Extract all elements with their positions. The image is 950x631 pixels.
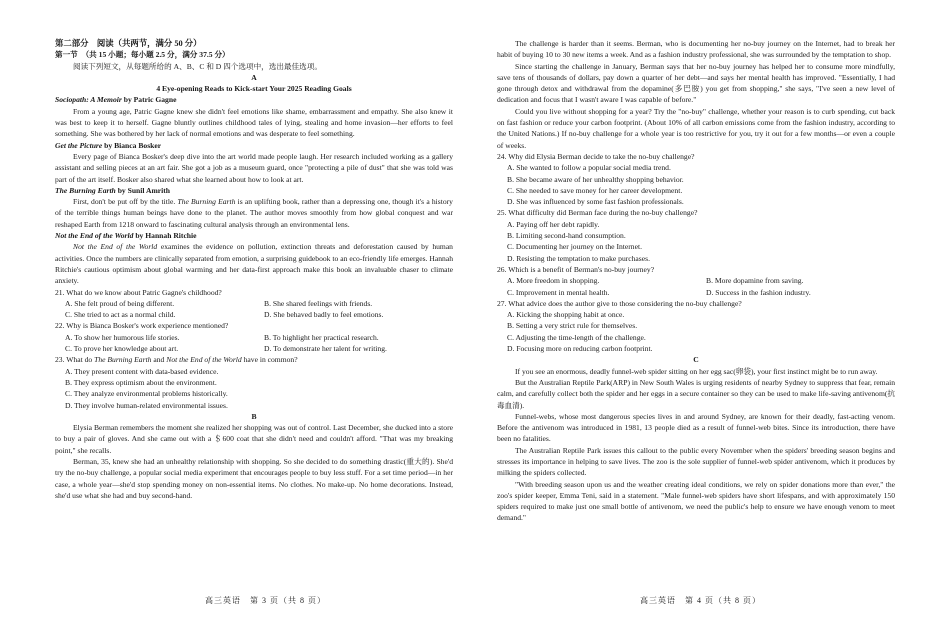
question-25-stem: 25. What difficulty did Berman face during the no-buy challenge? xyxy=(497,208,698,218)
question-27-stem: 27. What advice does the author give to those considering the no-buy challenge? xyxy=(497,298,742,308)
option: A. Paying off her debt rapidly. xyxy=(507,219,600,229)
passage-b-paragraph: Could you live without shopping for a year? Try the "no-buy" challenge, whether your reason is to curb spending, cut back on fast fashion or reduce your carbon footprint. (About 10% of all carbon emissions come from the fashion industry, according to the United Nations.) If no-buy challenge for a whole year is too restrictive for you, try it out for a few months—or even a couple of weeks. xyxy=(497,106,895,150)
option: D. Resisting the temptation to make purchases. xyxy=(507,253,650,263)
option: B. She became aware of her unhealthy shopping behavior. xyxy=(507,174,684,184)
passage-c-paragraph: Funnel-webs, whose most dangerous species lives in and around Sydney, are known for their deadly, fast-acting venom. Before the antivenom was introduced in 1981, 13 people died as a result of funnel-web bites. Since its introduction, there have been no fatalities. xyxy=(497,411,895,444)
book-heading xyxy=(55,94,453,105)
book-title: Sociopath: A Memoir xyxy=(55,95,122,105)
passage-b-letter: B xyxy=(251,411,257,421)
book-author: by Patric Gagne xyxy=(123,95,177,105)
book-heading xyxy=(55,230,453,241)
option: B. To highlight her practical research. xyxy=(264,332,379,342)
left-page-column xyxy=(55,38,453,501)
option: B. Limiting second-hand consumption. xyxy=(507,231,626,241)
option: D. To demonstrate her talent for writing. xyxy=(264,344,387,354)
option: D. Focusing more on reducing carbon footprint. xyxy=(507,344,653,354)
page-footer-left: 高三英语 第 3 页（共 8 页） xyxy=(205,596,326,605)
question-21-options-row xyxy=(55,309,453,320)
option: C. Adjusting the time-length of the challenge. xyxy=(507,332,646,342)
passage-c-letter: C xyxy=(693,355,699,365)
question-22-options-row xyxy=(55,343,453,354)
passage-b-paragraph: Since starting the challenge in January, Berman says that her no-buy journey has helped her to consume more mindfully, save tens of thousands of dollars, pay down a quarter of her debt—and says her mental health has improved. "Essentially, I had gone through detox and withdrawal from the dopamine(多巴胺) you get from shopping," she says, "I've seen a new level of dedication and focus that I wasn't aware I was capable of before." xyxy=(497,61,895,105)
option: A. They present content with data-based evidence. xyxy=(65,366,219,376)
passage-b-paragraph: The challenge is harder than it seems. Berman, who is documenting her no-buy journey on the Internet, had to break her habit of buying 10 to 30 new items a week. And as a fashion industry professional, she was surrounded by the temptation to shop. xyxy=(497,39,895,60)
option: B. More dopamine from saving. xyxy=(706,276,804,286)
passage-c-paragraph: "With breeding season upon us and the weather creating ideal conditions, we rely on spider donations more than ever," the zoo's spider keeper, Emma Teni, said in a statement. "Male funnel-web spiders have short lifespans, and with approximately 150 spiders required to make just one small bottle of antivenom, we need the public's help to ensure we have enough venom to meet demand." xyxy=(497,479,895,523)
book-heading xyxy=(55,185,453,196)
section-title: 第二部分 阅读（共两节，满分 50 分） xyxy=(55,39,202,48)
option: B. She shared feelings with friends. xyxy=(264,298,373,308)
book-author: by Bianca Bosker xyxy=(104,140,162,150)
option: D. She was influenced by some fast fashion professionals. xyxy=(507,197,684,207)
question-21-stem: 21. What do we know about Patric Gagne's childhood? xyxy=(55,287,222,297)
question-23-stem: 23. What do The Burning Earth and Not the End of the World have in common? xyxy=(55,355,298,365)
option: C. She needed to save money for her career development. xyxy=(507,185,683,195)
option: A. Kicking the shopping habit at once. xyxy=(507,310,625,320)
book-description: Every page of Bianca Bosker's deep dive into the art world made people laugh. Her research included working as a gallery assistant and selling pieces at an art fair. She got a job as a museum guard, once "protecting a pile of dust" that she was told was part of the art itself. Bosker also shared what she learned about how to look at art. xyxy=(55,151,453,184)
question-22-stem: 22. Why is Bianca Bosker's work experience mentioned? xyxy=(55,321,229,331)
question-24-stem: 24. Why did Elysia Berman decide to take the no-buy challenge? xyxy=(497,151,695,161)
option: A. She felt proud of being different. xyxy=(65,298,175,308)
option: A. She wanted to follow a popular social media trend. xyxy=(507,163,671,173)
passage-c-paragraph: The Australian Reptile Park issues this callout to the public every November when the spiders' breeding season begins and stresses its importance in helping to save lives. The zoo is the sole supplier of funnel-web spider antivenom, which it produces by milking the spiders collected. xyxy=(497,445,895,478)
book-description: First, don't be put off by the title. The Burning Earth is an uplifting book, rather than a depressing one, though it's a history of the terrible things human beings have done to the planet. The author moves smoothly from how global conquest and war reshaped Earth from 1218 onward to fascinating cultural analysis through an environmental lens. xyxy=(55,197,453,229)
option: C. To prove her knowledge about art. xyxy=(65,344,179,354)
option: D. She behaved badly to feel emotions. xyxy=(264,310,384,320)
option: B. They express optimism about the environment. xyxy=(65,377,217,387)
option: B. Setting a very strict rule for themselves. xyxy=(507,321,638,331)
passage-b-paragraph: Berman, 35, knew she had an unhealthy relationship with shopping. So she decided to do something drastic(重大的). She'd try the no-buy challenge, a popular social media experiment that encourages people to buy less stuff. For a set time period—in her case, a whole year—she'd stop spending money on non-essential items. No clothes. No make-up. No home decorations. Instead, she'd use what she had and buy second-hand. xyxy=(55,456,453,500)
book-heading xyxy=(55,140,453,151)
instruction: 阅读下列短文，从每题所给的 A、B、C 和 D 四个选项中，选出最佳选项。 xyxy=(73,61,322,71)
subsection-title: 第一节 （共 15 小题；每小题 2.5 分，满分 37.5 分） xyxy=(55,50,230,60)
option: D. They involve human-related environmental issues. xyxy=(65,400,228,410)
passage-a-letter: A xyxy=(251,72,257,82)
question-26-options-row xyxy=(497,287,895,298)
option: C. Improvement in mental health. xyxy=(507,287,610,297)
option: A. To show her humorous life stories. xyxy=(65,332,180,342)
question-22-options-row xyxy=(55,332,453,343)
option: C. They analyze environmental problems historically. xyxy=(65,389,228,399)
book-title: The Burning Earth xyxy=(55,185,116,195)
option: D. Success in the fashion industry. xyxy=(706,287,811,297)
question-21-options-row xyxy=(55,298,453,309)
option: C. She tried to act as a normal child. xyxy=(65,310,176,320)
book-title: Get the Picture xyxy=(55,140,103,150)
option: A. More freedom in shopping. xyxy=(507,276,600,286)
passage-a-title: 4 Eye-opening Reads to Kick-start Your 2025 Reading Goals xyxy=(156,84,352,94)
question-26-options-row xyxy=(497,275,895,286)
passage-c-paragraph: But the Australian Reptile Park(ARP) in New South Wales is urging residents of nearby Sydney to suppress that fear, remain calm, and carefully collect both the spider and her eggs in a secure container so they can be used to make life-saving antivenom(抗毒血清). xyxy=(497,377,895,410)
page-footer-right: 高三英语 第 4 页（共 8 页） xyxy=(640,596,761,605)
book-title: Not the End of the World xyxy=(55,231,134,241)
book-description: From a young age, Patric Gagne knew she didn't feel emotions like shame, embarrassment and empathy. She also knew it was best to keep it to herself. Gagne bluntly outlines childhood tales of lying, stealing and home invasion—her efforts to feel something. She was bothered by her lack of normal emotions and was desperate to feel something. xyxy=(55,106,453,139)
passage-b-paragraph: Elysia Berman remembers the moment she realized her shopping was out of control. Last December, she ducked into a store to buy a pair of gloves. And she came out with a ＄600 coat that she didn't need and couldn't afford. "That was my breaking point," she recalls. xyxy=(55,423,453,455)
book-author: by Sunil Amrith xyxy=(117,185,171,195)
passage-c-paragraph: If you see an enormous, deadly funnel-web spider sitting on her egg sac(卵袋), your first instinct might be to run away. xyxy=(515,366,878,376)
option: C. Documenting her journey on the Internet. xyxy=(507,242,642,252)
question-26-stem: 26. Which is a benefit of Berman's no-buy journey? xyxy=(497,264,655,274)
book-author: by Hannah Ritchie xyxy=(135,231,197,241)
right-page-column xyxy=(497,38,895,524)
book-description: Not the End of the World examines the evidence on pollution, extinction threats and deforestation caused by human activities. Once the numbers are clinically separated from emotion, a surprising guidebook to an eco-friendly life emerges. Hannah Ritchie's cautious optimism about global warming and her data-first approach make this book an invaluable chaser to climate anxiety. xyxy=(55,242,453,286)
